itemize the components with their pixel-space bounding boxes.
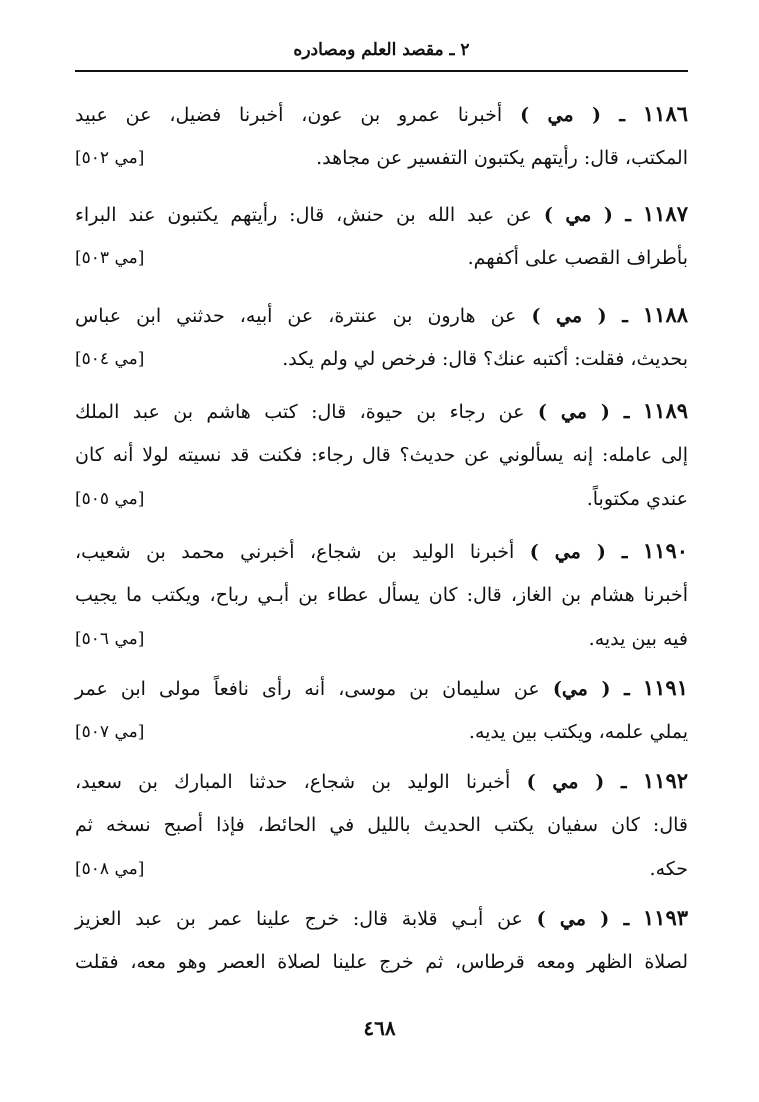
entry-line — [75, 759, 688, 803]
entry-text: فيه بين يديه. — [588, 628, 688, 650]
source-code: ـ ( مي ) — [529, 541, 628, 563]
entry-line — [75, 529, 688, 573]
entry-line — [75, 136, 688, 180]
entry-number: ١١٩٣ — [642, 905, 689, 930]
entry-text: حكه. — [649, 858, 688, 880]
entry-number: ١١٨٧ — [642, 201, 688, 226]
entry-number: ١١٨٦ — [642, 101, 689, 126]
entry-text: بحديث، فقلت: أكتبه عنك؟ قال: فرخص لي ولم يكد. — [282, 348, 688, 370]
hadith-entry-1191 — [75, 666, 688, 754]
entry-text: بأطراف القصب على أكفهم. — [467, 247, 688, 269]
entry-line — [75, 847, 688, 891]
hadith-entry-1190 — [75, 529, 688, 661]
entry-number: ١١٨٩ — [642, 398, 689, 423]
entry-line — [75, 896, 688, 940]
page-number: ٤٦٨ — [363, 1016, 396, 1040]
entry-line — [75, 940, 688, 984]
running-header: ٢ ـ مقصد العلم ومصادره — [293, 40, 470, 60]
entry-line — [75, 666, 688, 710]
entry-text: أخبرنا هشام بن الغاز، قال: كان يسأل عطاء بن أبـي رباح، ويكتب ما يجيب — [75, 584, 688, 606]
source-code: ـ ( مي ) — [537, 401, 630, 423]
source-code: ـ ( مي ) — [520, 104, 625, 126]
entry-line — [75, 477, 688, 521]
entry-text: عن أبـي قلابة قال: خرج علينا عمر بن عبد العزيز — [75, 908, 523, 930]
reference: [مي ٥٠٥] — [75, 489, 145, 509]
reference: [مي ٥٠٧] — [75, 722, 145, 742]
entry-text: عن سليمان بن موسى، أنه رأى نافعاً مولى ابن عمر — [75, 678, 540, 700]
source-code: ـ ( مي) — [552, 678, 630, 700]
source-code: ـ ( مي ) — [536, 908, 630, 930]
entry-line — [75, 337, 688, 381]
entry-line — [75, 236, 688, 280]
reference: [مي ٥٠٦] — [75, 629, 145, 649]
hadith-entry-1186 — [75, 92, 688, 180]
entry-number: ١١٨٨ — [642, 302, 689, 327]
entry-line — [75, 710, 688, 754]
entry-line — [75, 192, 688, 236]
hadith-entry-1188 — [75, 293, 688, 381]
entry-text: المكتب، قال: رأيتهم يكتبون التفسير عن مجاهد. — [316, 147, 688, 169]
entry-line — [75, 389, 688, 433]
entry-line — [75, 617, 688, 661]
hadith-entry-1189 — [75, 389, 688, 521]
entry-text: أخبرنا عمرو بن عون، أخبرنا فضيل، عن عبيد — [75, 104, 503, 126]
entry-number: ١١٩٠ — [642, 538, 689, 563]
reference: [مي ٥٠٨] — [75, 859, 145, 879]
entry-text: عن عبد الله بن حنش، قال: رأيتهم يكتبون عند البراء — [75, 204, 532, 226]
reference: [مي ٥٠٤] — [75, 349, 145, 369]
header-rule — [75, 70, 688, 72]
entry-text: إلى عامله: إنه يسألوني عن حديث؟ قال رجاء: فكنت قد نسيته لولا أنه كان — [75, 444, 688, 466]
reference: [مي ٥٠٢] — [75, 148, 145, 168]
entry-number: ١١٩٢ — [642, 768, 689, 793]
entry-line — [75, 433, 688, 477]
source-code: ـ ( مي ) — [526, 771, 627, 793]
entry-line — [75, 573, 688, 617]
entry-text: قال: كان سفيان يكتب الحديث بالليل في الحائط، فإذا أصبح نسخه ثم — [75, 814, 688, 836]
hadith-entry-1187 — [75, 192, 688, 280]
entry-text: عن هارون بن عنترة، عن أبيه، حدثني ابن عباس — [75, 305, 517, 327]
entry-text: عن رجاء بن حيوة، قال: كتب هاشم بن عبد الملك — [75, 401, 525, 423]
entry-text: عندي مكتوباً. — [586, 488, 688, 510]
hadith-entry-1192 — [75, 759, 688, 891]
entry-text: أخبرنا الوليد بن شجاع، أخبرني محمد بن شعيب، — [75, 541, 515, 563]
entry-text: يملي علمه، ويكتب بين يديه. — [468, 721, 688, 743]
entry-text: أخبرنا الوليد بن شجاع، حدثنا المبارك بن سعيد، — [75, 771, 511, 793]
reference: [مي ٥٠٣] — [75, 248, 145, 268]
entry-number: ١١٩١ — [642, 675, 688, 700]
source-code: ـ ( مي ) — [531, 305, 628, 327]
entry-line — [75, 293, 688, 337]
entry-text: لصلاة الظهر ومعه قرطاس، ثم خرج علينا لصلاة العصر وهو معه، فقلت — [75, 951, 688, 973]
entry-line — [75, 803, 688, 847]
hadith-entry-1193 — [75, 896, 688, 984]
entry-line — [75, 92, 688, 136]
source-code: ـ ( مي ) — [543, 204, 631, 226]
